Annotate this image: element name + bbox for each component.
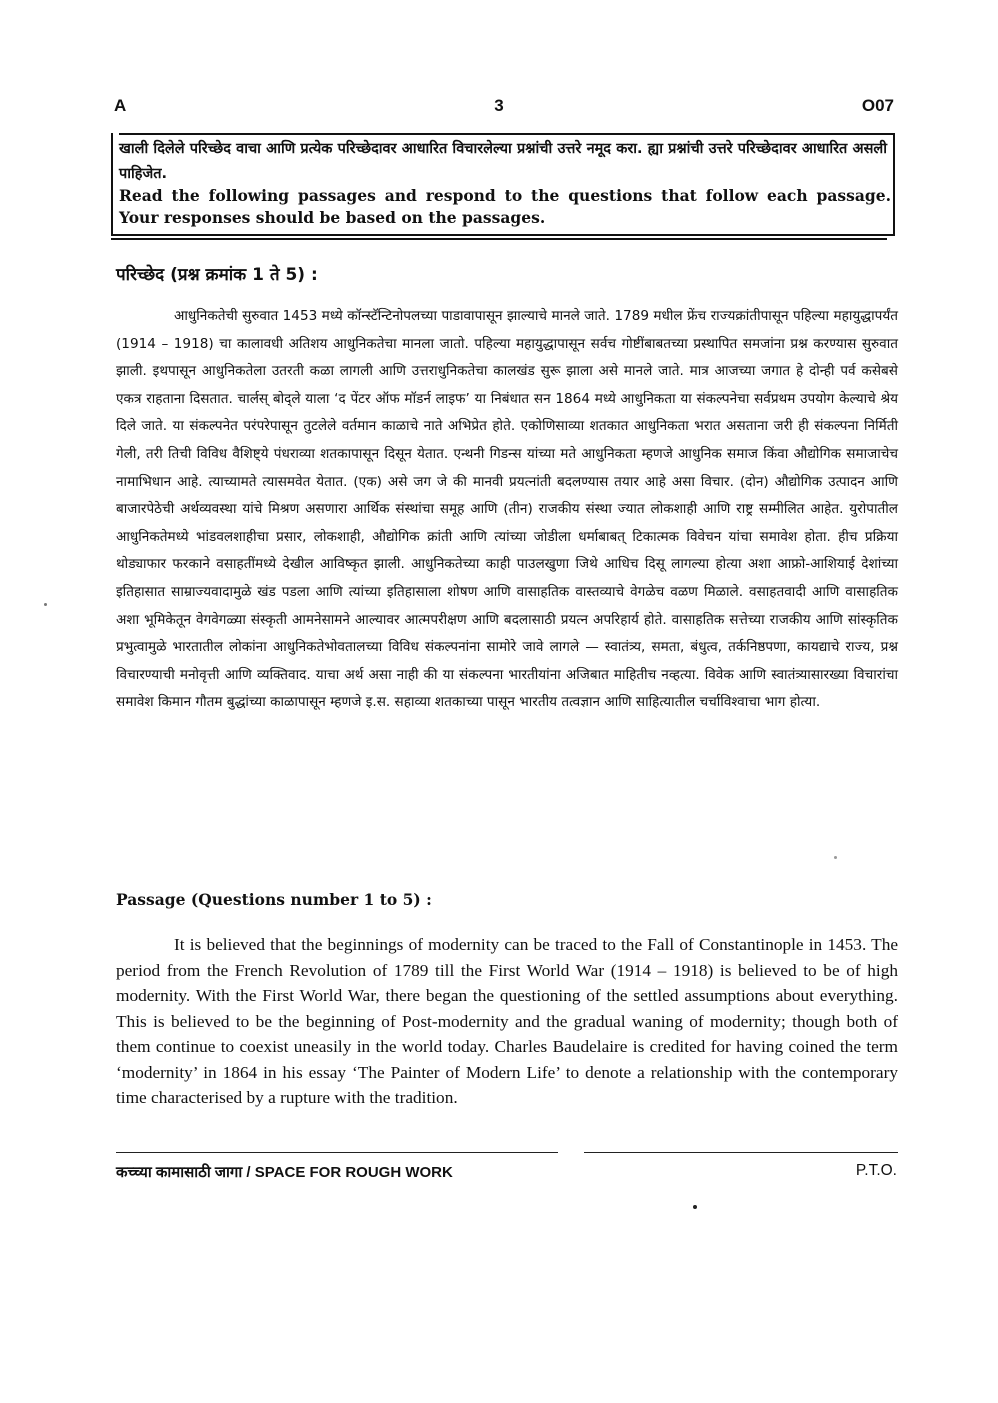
rough-work-label: कच्च्या कामासाठी जागा / SPACE FOR ROUGH WORK	[116, 1164, 453, 1181]
scan-speck	[834, 856, 837, 859]
marathi-passage-heading: परिच्छेद (प्रश्न क्रमांक 1 ते 5) :	[116, 265, 318, 285]
pto-label: P.T.O.	[855, 1162, 897, 1179]
english-passage-heading: Passage (Questions number 1 to 5) :	[116, 890, 432, 909]
instructions-marathi: खाली दिलेले परिच्छेद वाचा आणि प्रत्येक परिच्छेदावर आधारित विचारलेल्या प्रश्नांची उत्तरे नमूद करा. ह्या प्रश्नांची उत्तरे परिच्छेदावर आधारित असली पाहिजेत.	[119, 141, 887, 182]
footer-divider-left	[116, 1152, 558, 1153]
marathi-passage-text: आधुनिकतेची सुरुवात 1453 मध्ये कॉन्स्टॅन्टिनोपलच्या पाडावापासून झाल्याचे मानले जाते. 1789 मधील फ्रेंच राज्यक्रांतीपासून पहिल्या महायुद्धापर्यंत (1914 – 1918) चा कालावधी अतिशय आधुनिकतेचा मानला जातो. पहिल्या महायुद्धापासून सर्वच गोष्टींबाबतच्या प्रस्थापित समजांना प्रश्न करण्यास सुरुवात झाली. इथपासून आधुनिकतेला उतरती कळा लागली आणि उत्तराधुनिकतेचा कालखंड सुरू झाला असे मानले जाते. मात्र आजच्या जगात हे दोन्ही पर्व कसेबसे एकत्र राहताना दिसतात. चार्लस् बोद्ले याला ‘द पेंटर ऑफ मॉडर्न लाइफ’ या निबंधात सन 1864 मध्ये आधुनिकता या संकल्पनेचा सर्वप्रथम उपयोग केल्याचे श्रेय दिले जाते. या संकल्पनेत परंपरेपासून तुटलेले वर्तमान काळाचे नाते अभिप्रेत होते. एकोणिसाव्या शतकात आधुनिकता भरात असताना जरी ही संकल्पना निर्मिती गेली, तरी तिची विविध वैशिष्ट्ये पंधराव्या शतकापासून दिसून येतात. एन्थनी गिडन्स यांच्या मते आधुनिकता म्हणजे आधुनिक समाज किंवा औद्योगिक समाजाचेच नामाभिधान आहे. त्याच्यामते त्यासमवेत येतात. (एक) असे जग जे की मानवी प्रयत्नांती बदलण्यास तयार आहे असा विचार. (दोन) औद्योगिक उत्पादन आणि बाजारपेठेची अर्थव्यवस्था यांचे मिश्रण असणारा आर्थिक संस्थांचा समूह आणि (तीन) राजकीय संस्था ज्यात लोकशाही आणि राष्ट्र सम्मीलित आहेत. युरोपातील आधुनिकतेमध्ये भांडवलशाहीचा प्रसार, लोकशाही, औद्योगिक क्रांती आणि त्यांच्या जोडीला धर्माबाबत् टिकात्मक विवेचन यांचा समावेश होता. हीच प्रक्रिया थोड्याफार फरकाने वसाहतींमध्ये देखील आविष्कृत झाली. आधुनिकतेच्या काही पाउलखुणा जिथे आधिच दिसू लागल्या होत्या अशा आफ्रो-आशियाई देशांच्या इतिहासात साम्राज्यवादामुळे खंड पडला आणि त्यांच्या इतिहासाला शोषण आणि वासाहतिक वास्तव्याचे वेगळेच वळण मिळाले. वसाहतवादी आणि वासाहतिक अशा भूमिकेतून वेगवेगळ्या संस्कृती आमनेसामने आल्यावर आत्मपरीक्षण आणि बदलासाठी प्रयत्न अपरिहार्य होते. वासाहतिक सत्तेच्या राजकीय आणि सांस्कृतिक प्रभुत्वामुळे भारतातील लोकांना आधुनिकतेभोवतालच्या विविध संकल्पनांना सामोरे जावे लागले — स्वातंत्र्य, समता, बंधुत्व, तर्कनिष्ठपणा, कायद्याचे राज्य, प्रश्न विचारण्याची मनोवृत्ती आणि व्यक्तिवाद. याचा अर्थ असा नाही की या संकल्पना भारतीयांना अजिबात माहितीच नव्हत्या. विवेक आणि स्वातंत्र्यासारख्या विचारांचा समावेश किमान गौतम बुद्धांच्या काळापासून म्हणजे इ.स. सहाव्या शतकाच्या पासून भारतीय तत्वज्ञान आणि साहित्यातील चर्चाविश्वाचा भाग होत्या.	[116, 308, 898, 711]
header-page-number: 3	[494, 96, 504, 115]
footer-divider-right	[584, 1152, 898, 1153]
header-paper-code: O07	[861, 96, 894, 115]
english-passage-text: It is believed that the beginnings of modernity can be traced to the Fall of Constantinople in 1453. The period from the French Revolution of 1789 till the First World War (1914 – 1918) is believed to be of high modernity. With the First World War, there began the questioning of the settled assumptions about everything. This is believed to be the beginning of Post-modernity and the gradual waning of modernity; though both of them continue to coexist uneasily in the world today. Charles Baudelaire is credited for having coined the term ‘modernity’ in 1864 in his essay ‘The Painter of Modern Life’ to denote a relationship with the contemporary time characterised by a rupture with the tradition.	[116, 935, 898, 1107]
header-series-letter: A	[114, 96, 127, 115]
scan-speck	[693, 1205, 697, 1209]
scan-speck	[44, 603, 47, 606]
instructions-english: Read the following passages and respond to the questions that follow each passage. Your responses should be based on the passages.	[119, 186, 891, 227]
instructions-box	[111, 133, 895, 236]
